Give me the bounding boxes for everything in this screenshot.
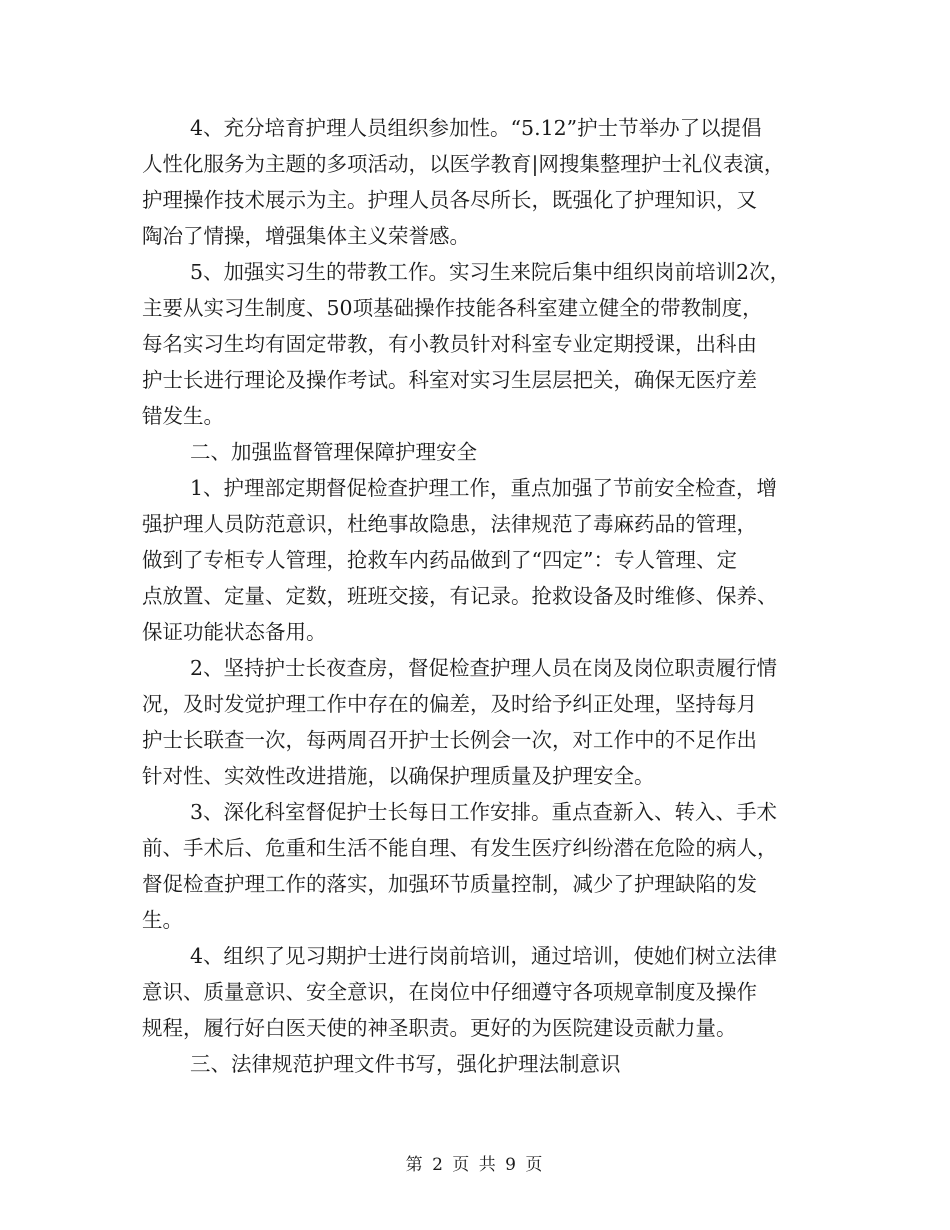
text-line: 规程，履行好白医天使的神圣职责。更好的为医院建设贡献力量。 xyxy=(142,1016,737,1040)
text-line: 意识、质量意识、安全意识，在岗位中仔细遵守各项规章制度及操作 xyxy=(142,980,757,1004)
text-line: 陶冶了情操，增强集体主义荣誉感。 xyxy=(142,224,470,248)
text-line: 强护理人员防范意识，杜绝事故隐患，法律规范了毒麻药品的管理， xyxy=(142,512,757,536)
page-number-footer: 第 2 页 共 9 页 xyxy=(405,1155,545,1175)
text-line: 保证功能状态备用。 xyxy=(142,620,327,644)
section-heading: 三、法律规范护理文件书写，强化护理法制意识 xyxy=(190,1052,621,1076)
text-line: 督促检查护理工作的落实，加强环节质量控制，减少了护理缺陷的发 xyxy=(142,872,757,896)
section-heading: 二、加强监督管理保障护理安全 xyxy=(190,440,477,464)
text-line: 生。 xyxy=(142,908,183,932)
text-line: 5、加强实习生的带教工作。实习生来院后集中组织岗前培训2次， xyxy=(190,260,791,284)
text-line: 2、坚持护士长夜查房，督促检查护理人员在岗及岗位职责履行情 xyxy=(190,656,778,680)
text-line: 4、组织了见习期护士进行岗前培训，通过培训，使她们树立法律 xyxy=(190,944,778,968)
text-line: 人性化服务为主题的多项活动，以医学教育|网搜集整理护士礼仪表演， xyxy=(142,152,785,176)
text-line: 护士长进行理论及操作考试。科室对实习生层层把关，确保无医疗差 xyxy=(142,368,757,392)
text-line: 3、深化科室督促护士长每日工作安排。重点查新入、转入、手术 xyxy=(190,800,778,824)
text-line: 护理操作技术展示为主。护理人员各尽所长，既强化了护理知识，又 xyxy=(142,188,757,212)
text-line: 每名实习生均有固定带教，有小教员针对科室专业定期授课，出科由 xyxy=(142,332,757,356)
text-line: 做到了专柜专人管理，抢救车内药品做到了“四定”：专人管理、定 xyxy=(142,548,737,572)
text-line: 4、充分培育护理人员组织参加性。“5.12”护士节举办了以提倡 xyxy=(190,116,762,140)
text-line: 主要从实习生制度、50项基础操作技能各科室建立健全的带教制度， xyxy=(142,296,763,320)
text-line: 前、手术后、危重和生活不能自理、有发生医疗纠纷潜在危险的病人， xyxy=(142,836,778,860)
text-line: 况，及时发觉护理工作中存在的偏差，及时给予纠正处理，坚持每月 xyxy=(142,692,757,716)
text-line: 护士长联查一次，每两周召开护士长例会一次，对工作中的不足作出 xyxy=(142,728,757,752)
text-line: 点放置、定量、定数，班班交接，有记录。抢救设备及时维修、保养、 xyxy=(142,584,778,608)
text-line: 1、护理部定期督促检查护理工作，重点加强了节前安全检查，增 xyxy=(190,476,778,500)
text-line: 错发生。 xyxy=(142,404,224,428)
text-line: 针对性、实效性改进措施，以确保护理质量及护理安全。 xyxy=(142,764,655,788)
